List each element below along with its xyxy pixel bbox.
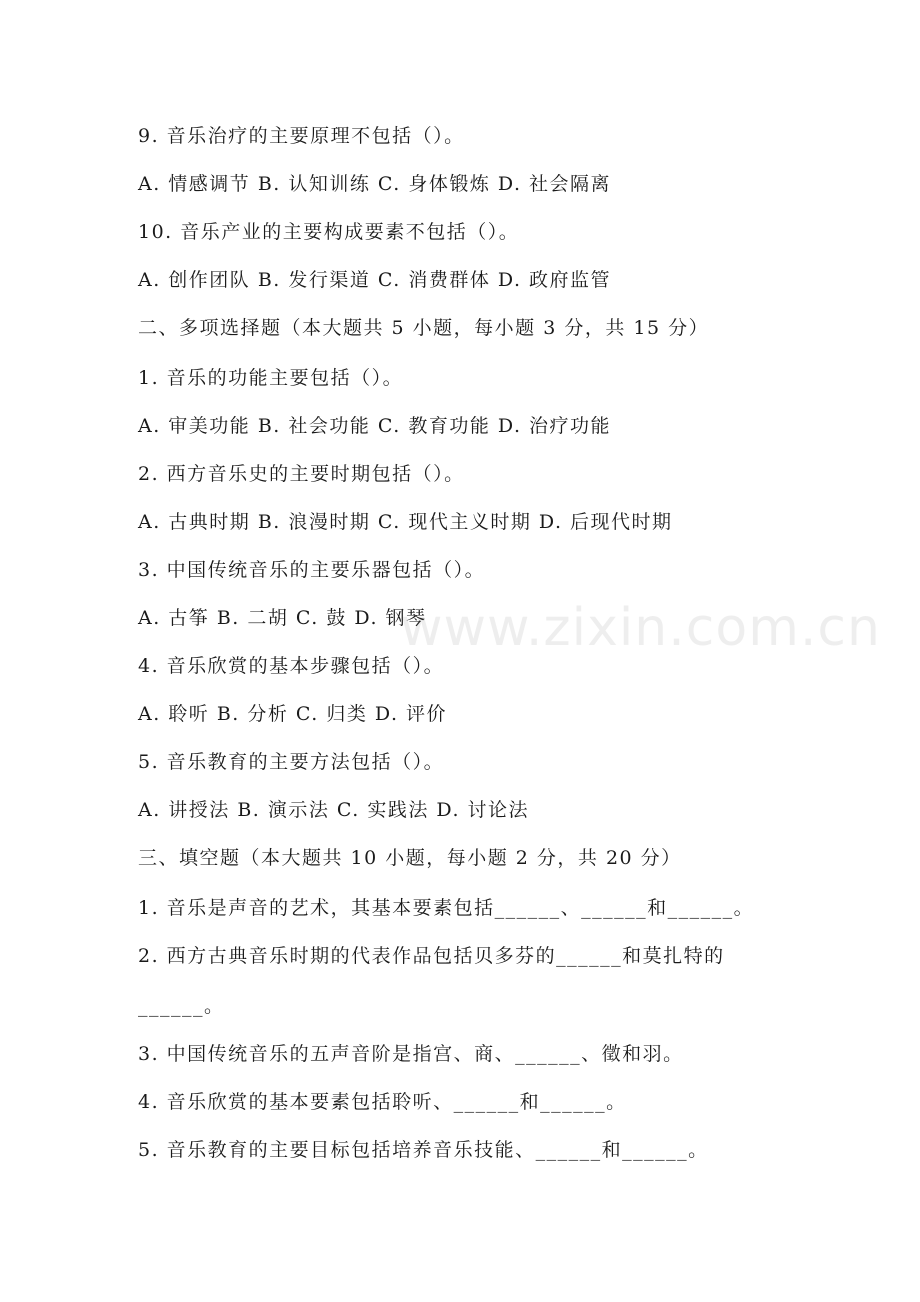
blank-question-2-continued: ______。 <box>138 995 225 1017</box>
section-heading-multiple-choice: 二、多项选择题（本大题共 5 小题，每小题 3 分，共 15 分） <box>138 317 710 339</box>
question-10: 10. 音乐产业的主要构成要素不包括（）。 <box>138 221 520 243</box>
mc-question-2: 2. 西方音乐史的主要时期包括（）。 <box>138 463 465 485</box>
mc-question-5-options: A. 讲授法 B. 演示法 C. 实践法 D. 讨论法 <box>138 799 530 821</box>
mc-question-4-options: A. 聆听 B. 分析 C. 归类 D. 评价 <box>138 703 448 725</box>
mc-question-3-options: A. 古筝 B. 二胡 C. 鼓 D. 钢琴 <box>138 607 427 629</box>
blank-question-3: 3. 中国传统音乐的五声音阶是指宫、商、______、徵和羽。 <box>138 1043 684 1065</box>
question-9: 9. 音乐治疗的主要原理不包括（）。 <box>138 125 465 147</box>
question-9-options: A. 情感调节 B. 认知训练 C. 身体锻炼 D. 社会隔离 <box>138 173 612 195</box>
mc-question-5: 5. 音乐教育的主要方法包括（）。 <box>138 751 445 773</box>
section-heading-fill-in-blank: 三、填空题（本大题共 10 小题，每小题 2 分，共 20 分） <box>138 847 682 869</box>
watermark: www.zixin.com.cn <box>400 598 881 658</box>
mc-question-3: 3. 中国传统音乐的主要乐器包括（）。 <box>138 559 486 581</box>
mc-question-2-options: A. 古典时期 B. 浪漫时期 C. 现代主义时期 D. 后现代时期 <box>138 511 673 533</box>
blank-question-1: 1. 音乐是声音的艺术，其基本要素包括______、______和______。 <box>138 897 755 919</box>
mc-question-1-options: A. 审美功能 B. 社会功能 C. 教育功能 D. 治疗功能 <box>138 415 612 437</box>
blank-question-4: 4. 音乐欣赏的基本要素包括聆听、______和______。 <box>138 1091 627 1113</box>
mc-question-4: 4. 音乐欣赏的基本步骤包括（）。 <box>138 655 445 677</box>
mc-question-1: 1. 音乐的功能主要包括（）。 <box>138 367 404 389</box>
blank-question-5: 5. 音乐教育的主要目标包括培养音乐技能、______和______。 <box>138 1139 709 1161</box>
question-10-options: A. 创作团队 B. 发行渠道 C. 消费群体 D. 政府监管 <box>138 269 612 291</box>
blank-question-2: 2. 西方古典音乐时期的代表作品包括贝多芬的______和莫扎特的 <box>138 945 725 967</box>
